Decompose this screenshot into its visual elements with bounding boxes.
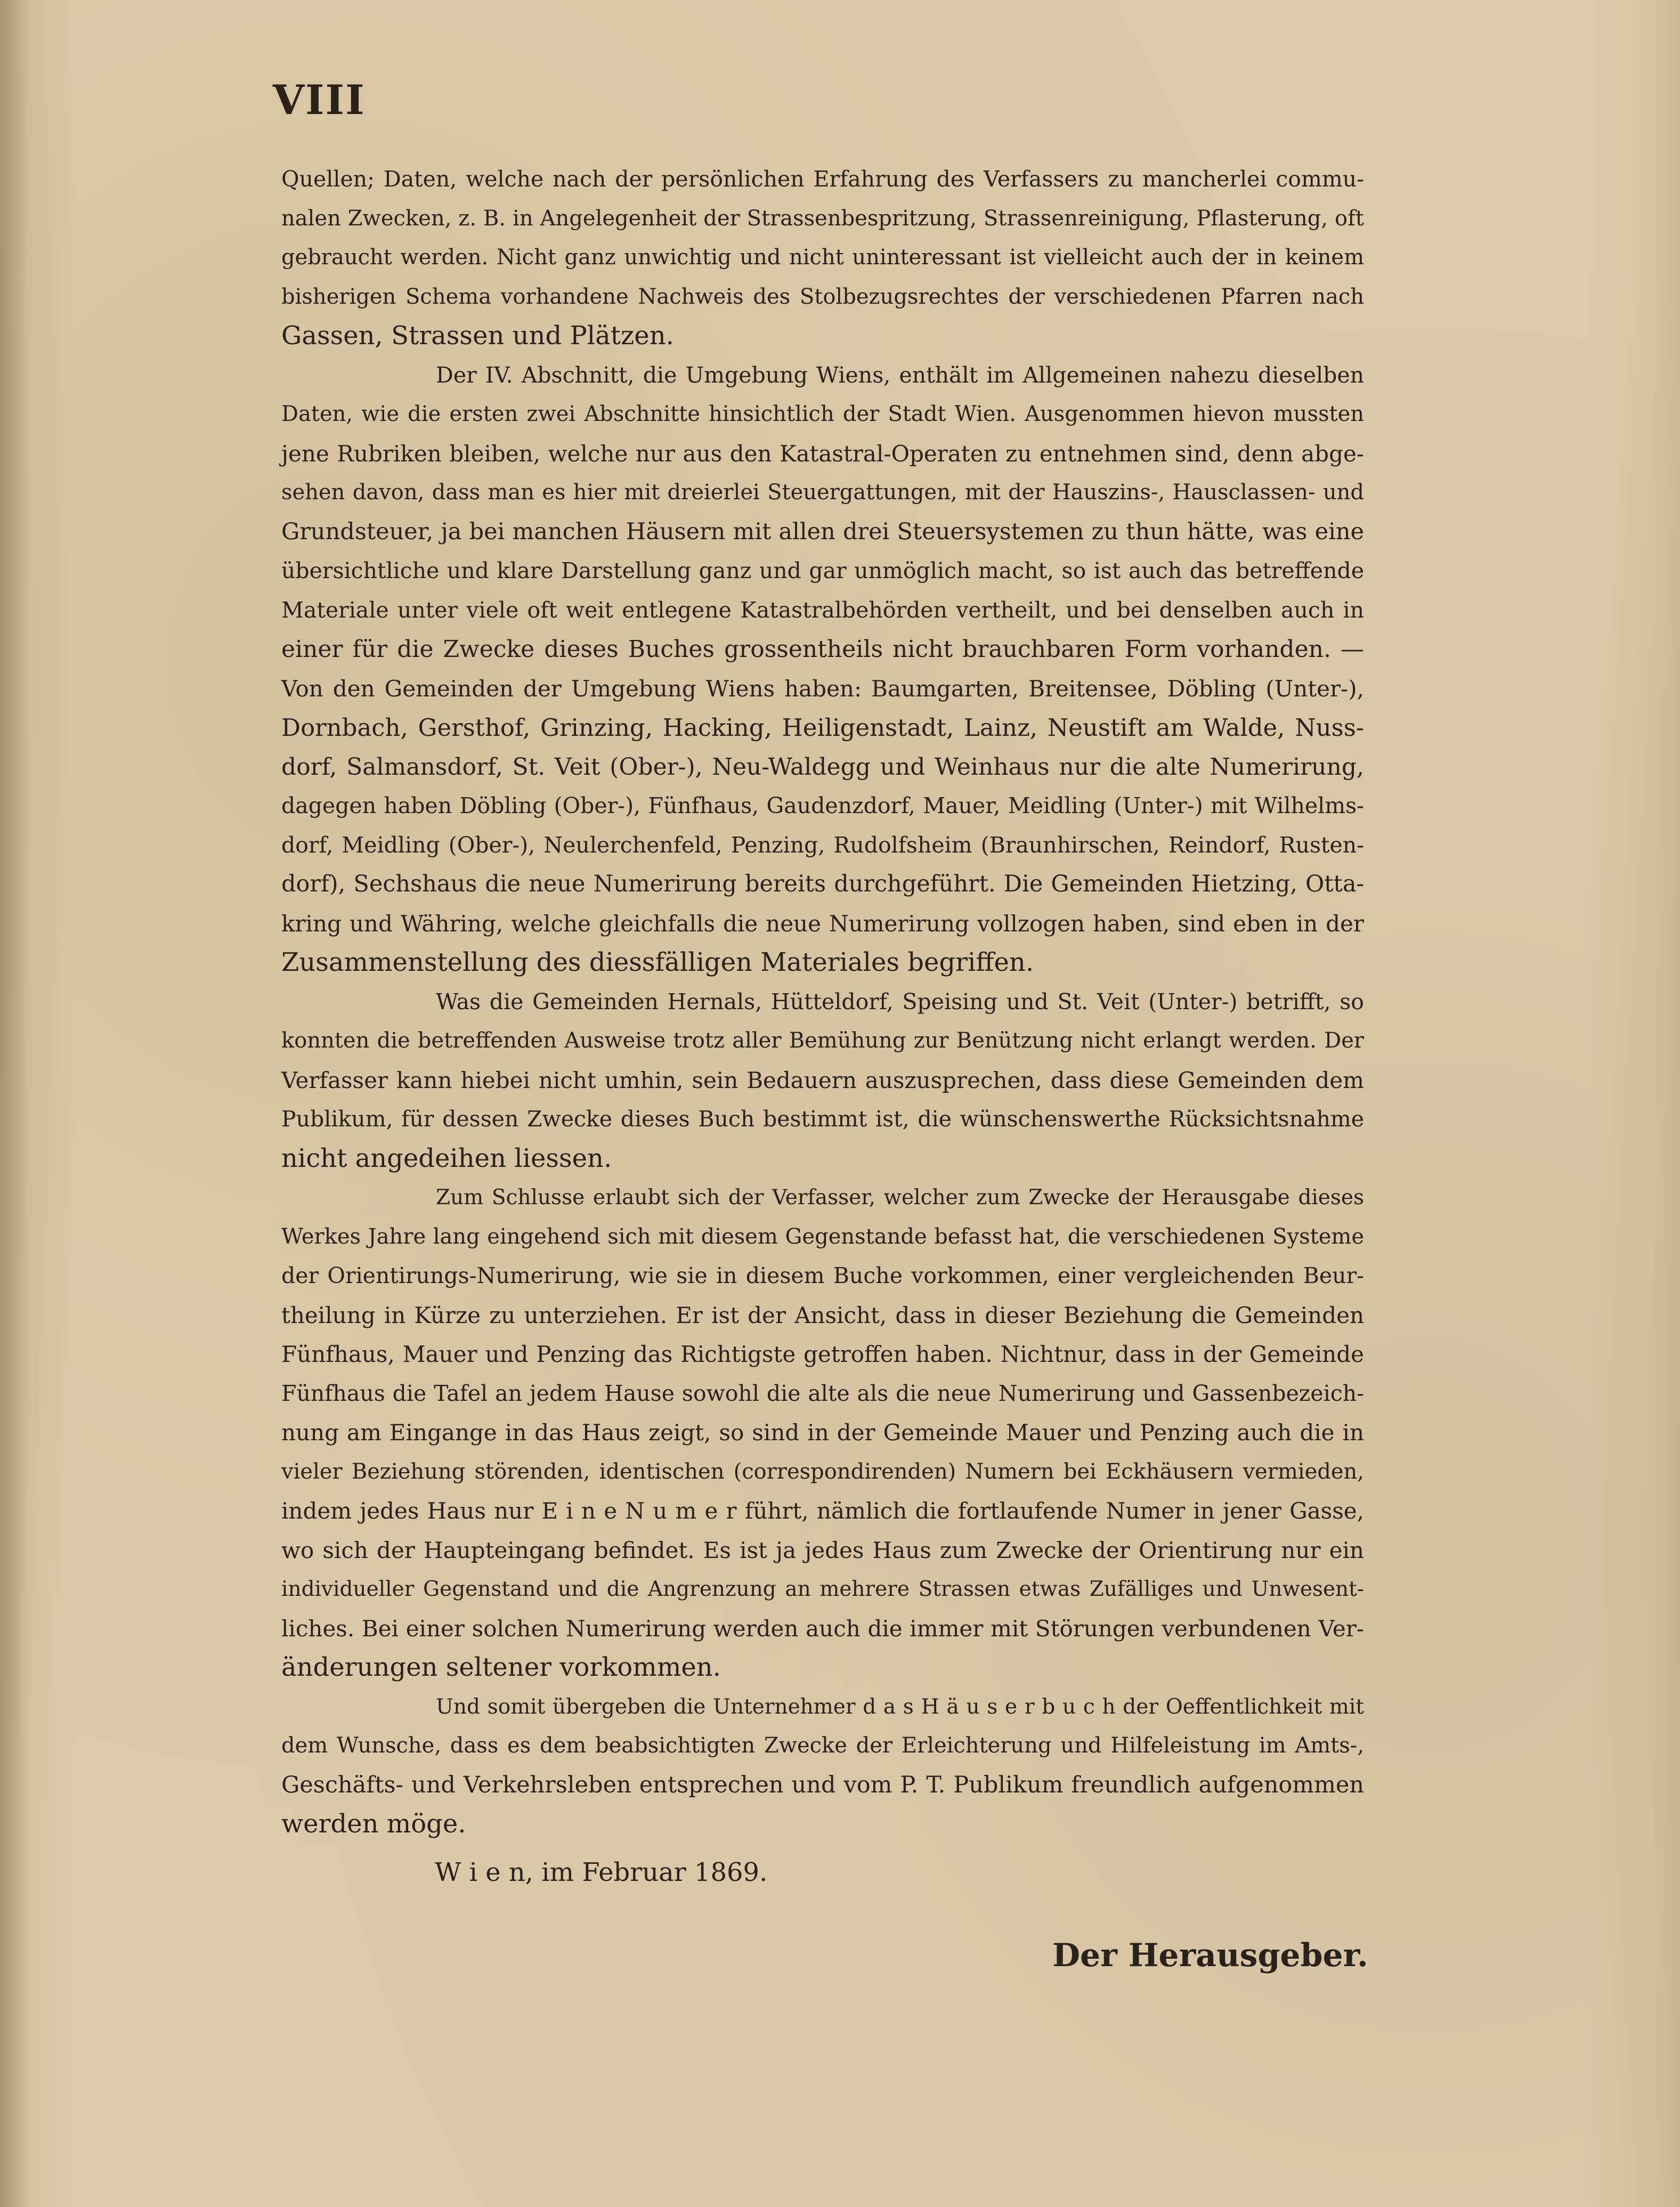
text-line: änderungen seltener vorkommen. <box>281 1652 721 1682</box>
paragraph <box>281 160 1364 356</box>
closing-place-date: W i e n, im Februar 1869. <box>435 1857 768 1887</box>
text-line: individueller Gegenstand und die Angrenzung an mehrere Strassen etwas Zufälliges und Unwesent- <box>281 1577 1364 1601</box>
text-line: nicht angedeihen liessen. <box>281 1143 612 1173</box>
text-line: Von den Gemeinden der Umgebung Wiens haben: Baumgarten, Breitensee, Döbling (Unter-), <box>281 675 1364 702</box>
text-line: einer für die Zwecke dieses Buches grossentheils nicht brauchbaren Form vorhanden. — <box>281 636 1364 663</box>
text-line: wo sich der Haupteingang befindet. Es ist ja jedes Haus zum Zwecke der Orientirung nur ein <box>281 1537 1364 1563</box>
text-line: nalen Zwecken, z. B. in Angelegenheit der Strassenbespritzung, Strassenreinigung, Pflasterung, oft <box>281 206 1364 231</box>
text-line: Verfasser kann hiebei nicht umhin, sein Bedauern auszusprechen, dass diese Gemeinden dem <box>281 1067 1364 1093</box>
text-line: Fünfhaus, Mauer und Penzing das Richtigste getroffen haben. Nichtnur, dass in der Gemeinde <box>281 1341 1364 1367</box>
text-line: Der IV. Abschnitt, die Umgebung Wiens, enthält im Allgemeinen nahezu dieselben <box>436 362 1364 388</box>
text-line: dem Wunsche, dass es dem beabsichtigten Zwecke der Erleichterung und Hilfeleistung im Amts-, <box>281 1733 1364 1758</box>
text-line: Fünfhaus die Tafel an jedem Hause sowohl die alte als die neue Numerirung und Gassenbezeich- <box>281 1380 1364 1406</box>
text-line: Quellen; Daten, welche nach der persönlichen Erfahrung des Verfassers zu mancherlei commu- <box>281 166 1364 192</box>
text-line: Was die Gemeinden Hernals, Hütteldorf, Speising und St. Veit (Unter-) betrifft, so <box>436 988 1364 1015</box>
binding-edge <box>0 0 31 2207</box>
text-line: dorf, Meidling (Ober-), Neulerchenfeld, Penzing, Rudolfsheim (Braunhirschen, Reindorf, Rusten- <box>281 832 1364 858</box>
signature: Der Herausgeber. <box>1052 1937 1368 1974</box>
text-line: nung am Eingange in das Haus zeigt, so sind in der Gemeinde Mauer und Penzing auch die in <box>281 1419 1364 1446</box>
text-line: liches. Bei einer solchen Numerirung werden auch die immer mit Störungen verbundenen Ver- <box>281 1615 1364 1642</box>
text-line: Daten, wie die ersten zwei Abschnitte hinsichtlich der Stadt Wien. Ausgenommen hievon mussten <box>281 402 1364 426</box>
paragraph <box>281 1178 1364 1687</box>
text-line: Und somit übergeben die Unternehmer d a s H ä u s e r b u c h der Oeffentlichkeit mit <box>436 1694 1364 1719</box>
text-line: indem jedes Haus nur E i n e N u m e r führt, nämlich die fortlaufende Numer in jener Gasse, <box>281 1498 1364 1524</box>
text-line: der Orientirungs-Numerirung, wie sie in diesem Buche vorkommen, einer vergleichenden Beur- <box>281 1263 1364 1288</box>
paragraph <box>281 356 1364 983</box>
paragraph <box>281 1687 1364 1844</box>
text-line: sehen davon, dass man es hier mit dreierlei Steuergattungen, mit der Hauszins-, Hausclassen- und <box>281 480 1364 505</box>
text-line: dagegen haben Döbling (Ober-), Fünfhaus, Gaudenzdorf, Mauer, Meidling (Unter-) mit Wilhelms- <box>281 793 1364 818</box>
text-line: Zum Schlusse erlaubt sich der Verfasser, welcher zum Zwecke der Herausgabe dieses <box>436 1186 1364 1210</box>
text-line: Dornbach, Gersthof, Grinzing, Hacking, Heiligenstadt, Lainz, Neustift am Walde, Nuss- <box>281 713 1364 742</box>
body-text <box>281 160 1364 1844</box>
text-line: dorf, Salmansdorf, St. Veit (Ober-), Neu-Waldegg und Weinhaus nur die alte Numerirung, <box>281 753 1364 781</box>
text-line: übersichtliche und klare Darstellung ganz und gar unmöglich macht, so ist auch das betreffende <box>281 558 1364 583</box>
text-line: Grundsteuer, ja bei manchen Häusern mit allen drei Steuersystemen zu thun hätte, was eine <box>281 518 1364 545</box>
text-line: theilung in Kürze zu unterziehen. Er ist der Ansicht, dass in dieser Beziehung die Gemeinden <box>281 1302 1364 1328</box>
text-line: Werkes Jahre lang eingehend sich mit diesem Gegenstande befasst hat, die verschiedenen Systeme <box>281 1224 1364 1249</box>
text-line: Materiale unter viele oft weit entlegene Katastralbehörden vertheilt, und bei denselben auch in <box>281 597 1364 623</box>
text-line: Geschäfts- und Verkehrsleben entsprechen und vom P. T. Publikum freundlich aufgenommen <box>281 1771 1364 1798</box>
page-number: VIII <box>273 76 366 124</box>
text-line: konnten die betreffenden Ausweise trotz aller Bemühung zur Benützung nicht erlangt werden. Der <box>281 1028 1364 1053</box>
text-line: bisherigen Schema vorhandene Nachweis des Stolbezugsrechtes der verschiedenen Pfarren nach <box>281 284 1364 309</box>
text-line: Zusammenstellung des diessfälligen Materiales begriffen. <box>281 947 1034 977</box>
text-line: gebraucht werden. Nicht ganz unwichtig und nicht uninteressant ist vielleicht auch der in keinem <box>281 245 1364 270</box>
text-line: werden möge. <box>281 1809 466 1839</box>
paragraph <box>281 983 1364 1179</box>
text-line: Gassen, Strassen und Plätzen. <box>281 321 674 351</box>
text-line: dorf), Sechshaus die neue Numerirung bereits durchgeführt. Die Gemeinden Hietzing, Otta- <box>281 871 1364 897</box>
text-line: Publikum, für dessen Zwecke dieses Buch bestimmt ist, die wünschenswerthe Rücksichtsnahme <box>281 1106 1364 1132</box>
text-line: kring und Währing, welche gleichfalls die neue Numerirung vollzogen haben, sind eben in der <box>281 910 1364 937</box>
text-line: jene Rubriken bleiben, welche nur aus den Katastral-Operaten zu entnehmen sind, denn abge- <box>281 440 1364 467</box>
text-line: vieler Beziehung störenden, identischen (correspondirenden) Numern bei Eckhäusern vermieden, <box>281 1459 1364 1484</box>
